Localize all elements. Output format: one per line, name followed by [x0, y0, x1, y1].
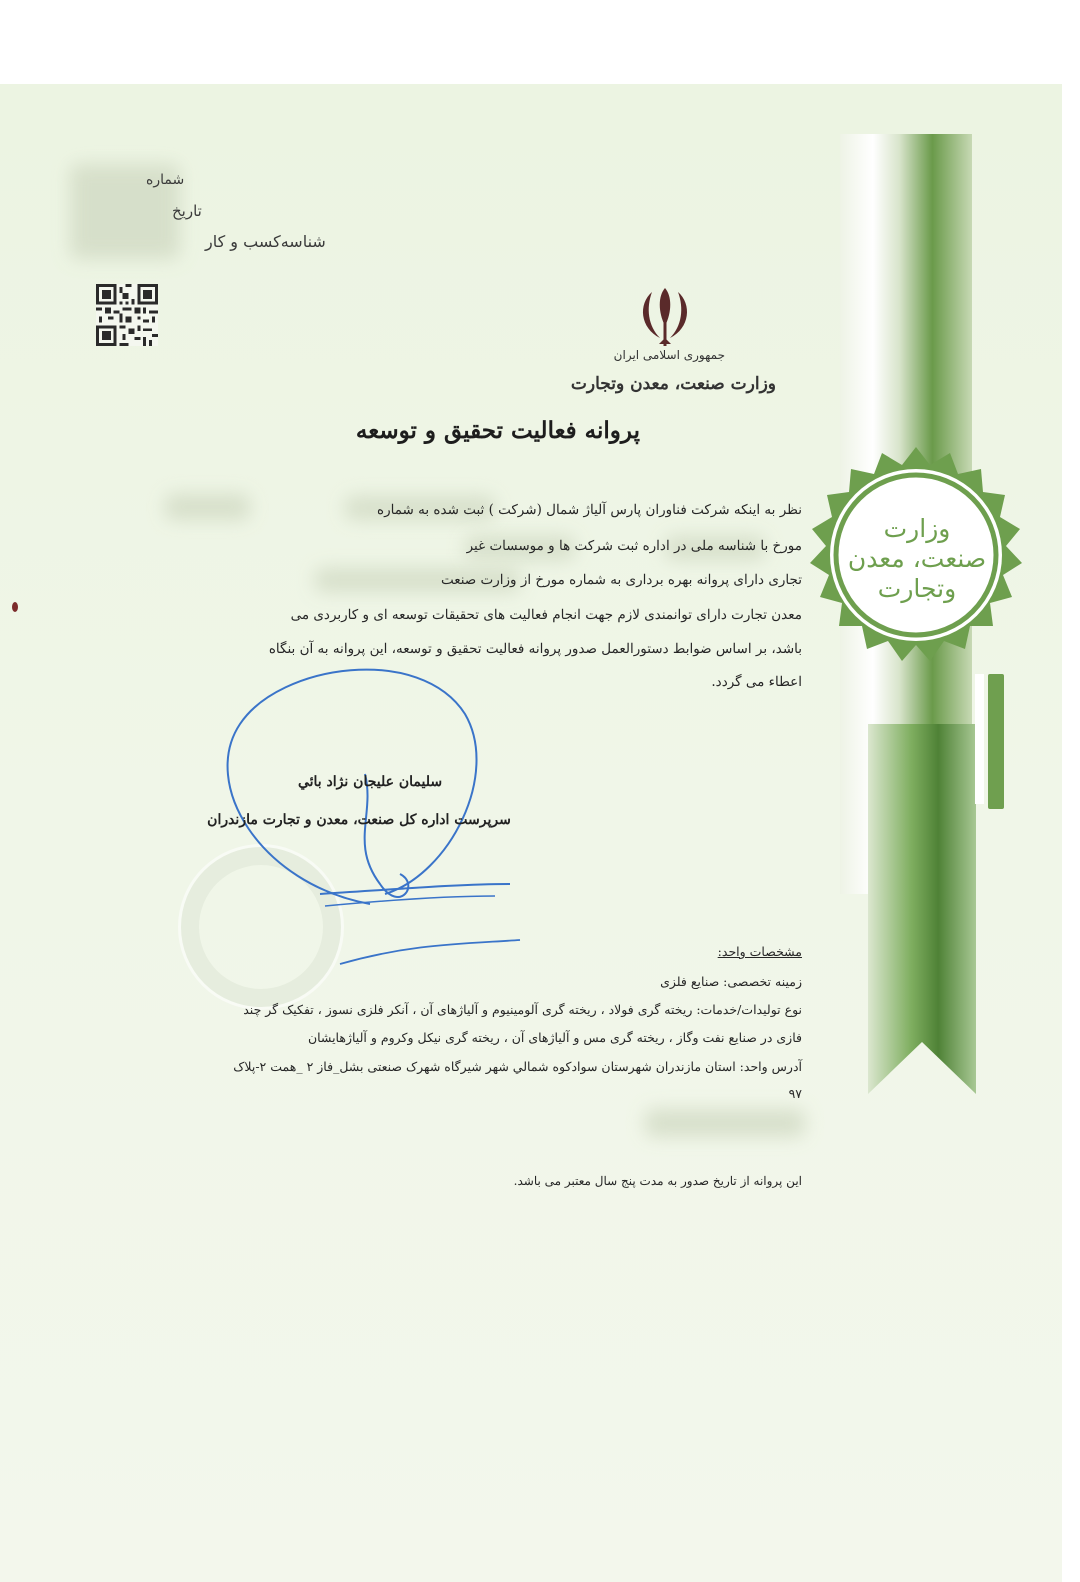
body-line-1: نظر به اینکه شرکت فناوران پارس آلیاژ شمال (شرکت ) ثبت شده به شماره: [377, 502, 802, 518]
body-line-2: مورخ با شناسه ملی در اداره ثبت شرکت ها و موسسات غیر: [466, 538, 802, 554]
body-line-3: تجاری دارای پروانه بهره برداری به شماره مورخ از وزارت صنعت: [440, 572, 802, 588]
specs-field: زمینه تخصصی: صنایع فلزی: [660, 974, 802, 989]
specs-heading: مشخصات واحد:: [717, 944, 802, 959]
signatory-position: سرپرست اداره کل صنعت، معدن و تجارت مازندران: [207, 812, 511, 828]
certificate-page: [0, 84, 1062, 1582]
signatory-name: سلیمان علیجان نژاد بائي: [297, 774, 443, 790]
validity-note: این پروانه از تاریخ صدور به مدت پنج سال معتبر می باشد.: [513, 1174, 802, 1188]
business-id-label: شناسه‌کسب و کار: [205, 232, 326, 251]
seal-text: [822, 514, 1012, 604]
ribbon-lower: [868, 724, 976, 1024]
specs-address-2: ۹۷: [788, 1086, 802, 1101]
qr-code-icon: [96, 284, 158, 346]
ribbon-tail: [868, 1014, 976, 1094]
body-line-4: معدن تجارت دارای توانمندی لازم جهت انجام فعالیت های تحقیقات توسعه ای و کاربردی می: [290, 607, 802, 623]
handwritten-signature: [200, 644, 530, 974]
ribbon-strap-light: [975, 674, 984, 804]
redacted-contact: [645, 1109, 805, 1137]
body-line-6: اعطاء می گردد.: [711, 674, 802, 690]
number-label: شماره: [146, 172, 185, 188]
ministry-name: وزارت صنعت، معدن وتجارت: [570, 374, 776, 394]
specs-products-1: نوع تولیدات/خدمات: ریخته گری فولاد ، ریخته گری آلومینیوم و آلیاژهای آن ، آنکر فلزی نسوز ، تفکیک گر چند: [243, 1002, 802, 1017]
seal-line-2: صنعت، معدن: [847, 544, 987, 573]
specs-products-2: فازی در صنایع نفت وگاز ، ریخته گری مس و آلیاژهای آن ، ریخته گری نیکل وکروم و آلیاژهایشان: [307, 1030, 802, 1045]
seal-line-3: وتجارت: [877, 574, 957, 603]
specs-address-1: آدرس واحد: استان مازندران شهرستان سوادکوه شمالي شهر شیرگاه شهرک صنعتی بشل_فاز ۲ _همت ۲-پلاک: [233, 1059, 802, 1074]
gov-text: جمهوری اسلامی ایران: [613, 348, 725, 362]
scan-mark: [12, 602, 18, 612]
certificate-title: پروانه فعالیت تحقیق و توسعه: [355, 417, 640, 444]
ribbon-strap: [988, 674, 1004, 809]
seal-line-1: وزارت: [883, 514, 951, 543]
body-line-5: باشد، بر اساس ضوابط دستورالعمل صدور پروانه فعالیت تحقیق و توسعه، این پروانه به آن بنگاه: [268, 641, 802, 657]
iran-emblem-icon: [630, 282, 700, 352]
date-label: تاریخ: [172, 202, 202, 220]
